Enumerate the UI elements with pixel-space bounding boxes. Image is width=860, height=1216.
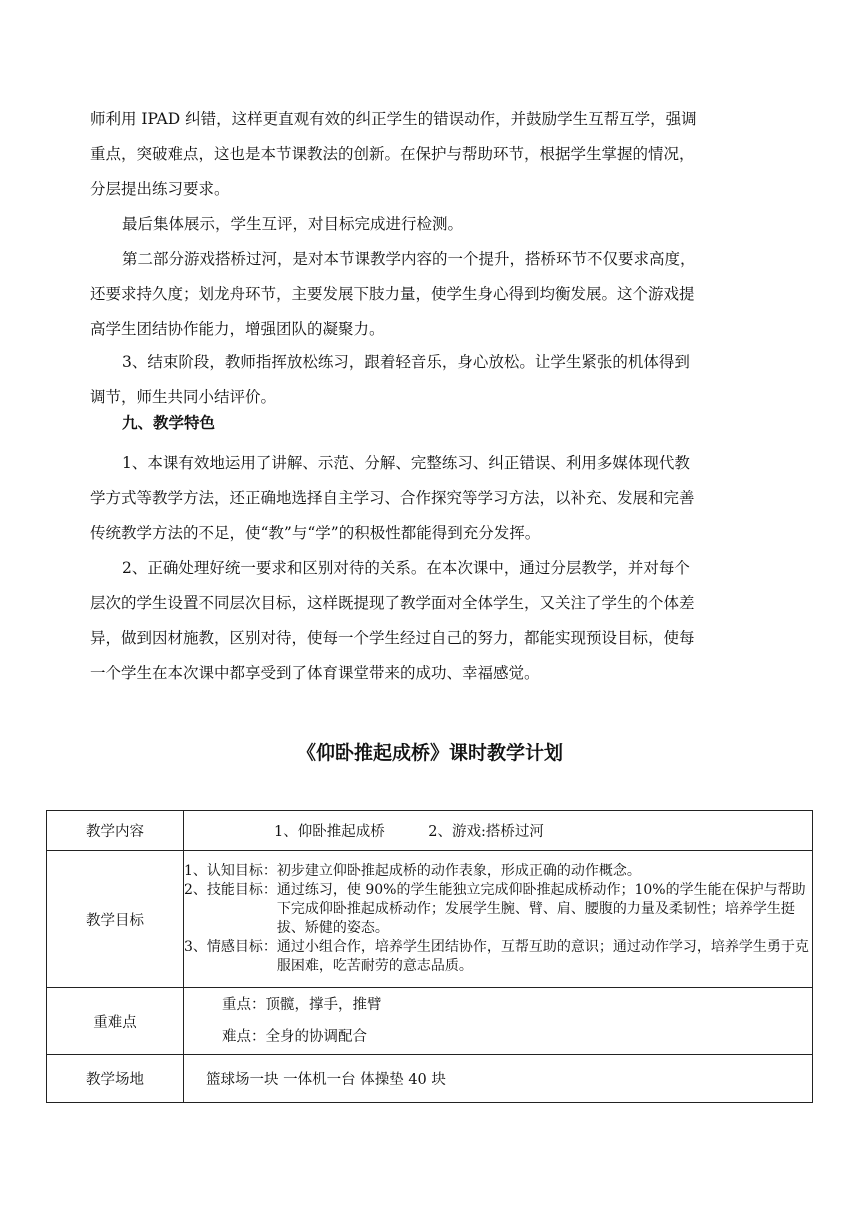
teaching-content-value: 1、仰卧推起成桥 2、游戏:搭桥过河 (274, 824, 544, 840)
table-row (47, 1055, 813, 1103)
text-line: 1、本课有效地运用了讲解、示范、分解、完整练习、纠正错误、利用多媒体现代教 (122, 454, 690, 472)
section-heading: 九、教学特色 (122, 414, 216, 432)
text-line: 2、正确处理好统一要求和区别对待的关系。在本次课中，通过分层教学，并对每个 (122, 559, 690, 577)
table-label-cell: 教学内容 (47, 811, 184, 851)
paragraph-feature-1 (90, 446, 780, 551)
objectives-cell (184, 851, 813, 988)
paragraph-game-section (90, 242, 780, 347)
table-value-cell (184, 811, 813, 851)
paragraph-ending-stage (90, 345, 780, 415)
text-line: 调节，师生共同小结评价。 (90, 388, 277, 406)
objective-key: 3、情感目标： (184, 939, 277, 955)
text-line: 传统教学方法的不足，使“教”与“学”的积极性都能得到充分发挥。 (90, 524, 541, 542)
text-line: 异，做到因材施教，区别对待，使每一个学生经过自己的努力，都能实现预设目标，使每 (90, 629, 695, 647)
text-line: 3、结束阶段，教师指挥放松练习，跟着轻音乐，身心放松。让学生紧张的机体得到 (122, 353, 690, 371)
key-points-cell (184, 988, 813, 1055)
key-point: 重点：顶髋，撑手，推臂 (222, 997, 382, 1013)
text-line: 高学生团结协作能力，增强团队的凝聚力。 (90, 320, 385, 338)
objective-item (184, 881, 812, 938)
text-line: 还要求持久度；划龙舟环节，主要发展下肢力量，使学生身心得到均衡发展。这个游戏提 (90, 285, 695, 303)
difficulty-point: 难点：全身的协调配合 (222, 1029, 367, 1045)
venue-value: 篮球场一块 一体机一台 体操垫 40 块 (206, 1072, 446, 1088)
text-line: 最后集体展示，学生互评，对目标完成进行检测。 (122, 215, 464, 233)
table-label-cell: 教学场地 (47, 1055, 184, 1103)
text-line: 重点，突破难点，这也是本节课教法的创新。在保护与帮助环节，根据学生掌握的情况， (90, 145, 695, 163)
text-line: 第二部分游戏搭桥过河，是对本节课教学内容的一个提升，搭桥环节不仅要求高度， (122, 250, 696, 268)
objective-item (184, 862, 812, 881)
table-row (47, 811, 813, 851)
table-label-cell: 重难点 (47, 988, 184, 1055)
table-value-cell (184, 1055, 813, 1103)
objective-text: 通过练习，使 90%的学生能独立完成仰卧推起成桥动作；10%的学生能在保护与帮助下完成仰卧推起成桥动作；发展学生腕、臂、肩、腰腹的力量及柔韧性；培养学生挺拔、矫健的姿态。 (276, 882, 806, 936)
text-line: 分层提出练习要求。 (90, 180, 230, 198)
paragraph-group-display (90, 207, 780, 242)
table-row (47, 851, 813, 988)
objective-key: 1、认知目标： (184, 863, 277, 879)
objective-text: 初步建立仰卧推起成桥的动作表象，形成正确的动作概念。 (276, 863, 641, 879)
objective-key: 2、技能目标： (184, 882, 277, 898)
lesson-plan-title: 《仰卧推起成桥》课时教学计划 (296, 742, 563, 764)
objective-text: 通过小组合作，培养学生团结协作，互帮互助的意识；通过动作学习，培养学生勇于克服困难，吃苦耐劳的意志品质。 (276, 939, 809, 974)
lesson-plan-table (46, 810, 813, 1103)
paragraph-feature-2 (90, 551, 780, 691)
text-line: 师利用 IPAD 纠错，这样更直观有效的纠正学生的错误动作，并鼓励学生互帮互学，强调 (90, 110, 697, 128)
table-label-cell: 教学目标 (47, 851, 184, 988)
objective-item (184, 938, 812, 976)
text-line: 层次的学生设置不同层次目标，这样既提现了教学面对全体学生，又关注了学生的个体差 (90, 594, 695, 612)
text-line: 一个学生在本次课中都享受到了体育课堂带来的成功、幸福感觉。 (90, 664, 540, 682)
paragraph-ipad-correction (90, 102, 780, 207)
text-line: 学方式等教学方法，还正确地选择自主学习、合作探究等学习方法，以补充、发展和完善 (90, 489, 695, 507)
table-row (47, 988, 813, 1055)
